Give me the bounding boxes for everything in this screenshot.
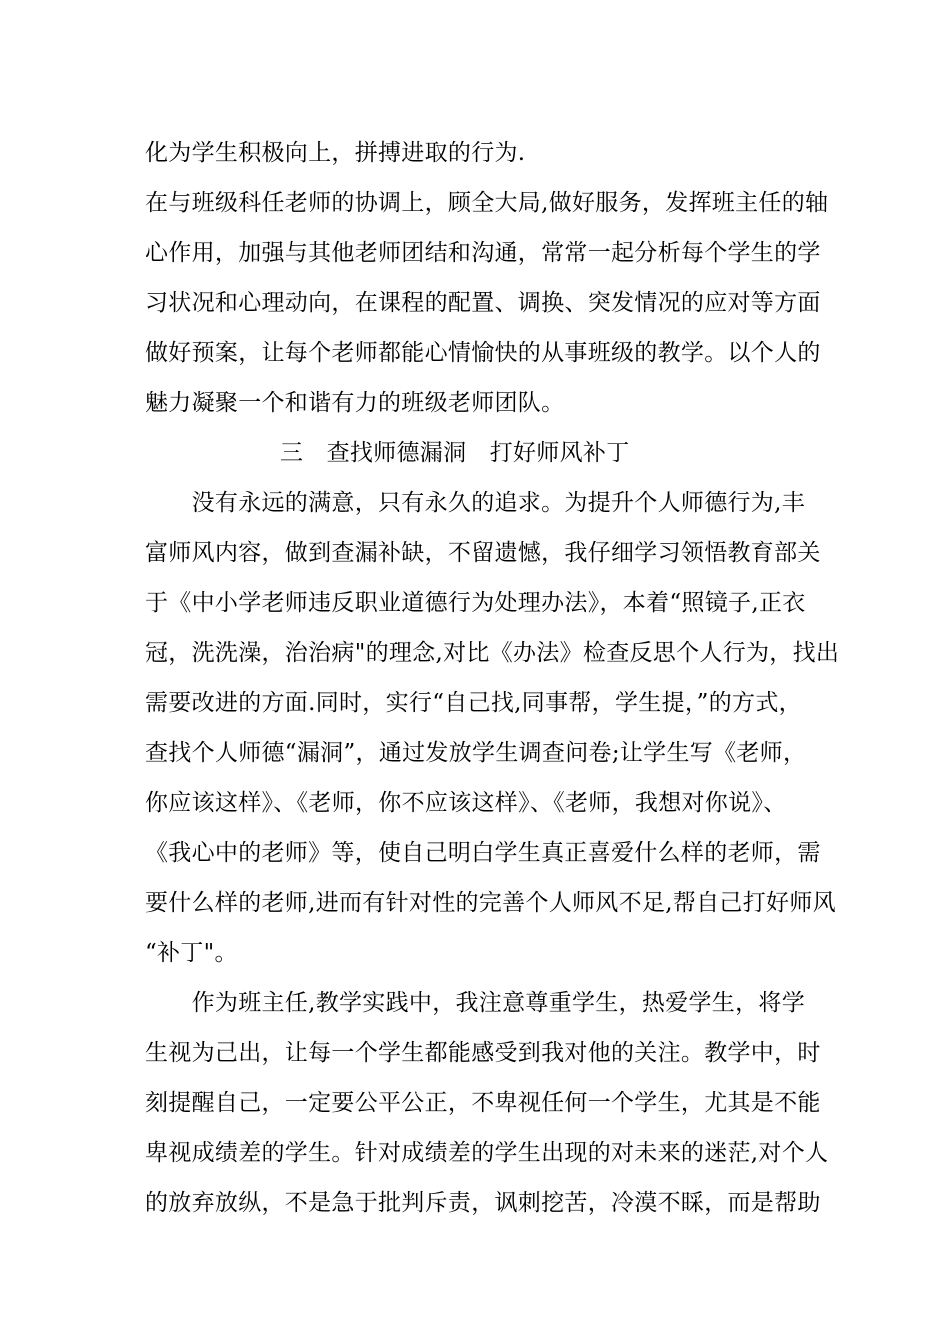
text-line: 富师风内容，做到查漏补缺，不留遗憾，我仔细学习领悟教育部关 (145, 540, 821, 566)
text-line: “补丁"。 (145, 940, 238, 966)
text-line: 在与班级科任老师的协调上，顾全大局,做好服务，发挥班主任的轴 (145, 190, 829, 216)
text-line: 你应该这样》、《老师，你不应该这样》、《老师，我想对你说》、 (145, 790, 787, 816)
text-line: 做好预案，让每个老师都能心情愉快的从事班级的教学。以个人的 (145, 340, 821, 366)
text-line: 冠，洗洗澡，治治病"的理念,对比《办法》检查反思个人行为，找出 (145, 640, 840, 666)
text-line: 《我心中的老师》等，使自己明白学生真正喜爱什么样的老师，需 (145, 840, 821, 866)
text-line: 没有永远的满意，只有永久的追求。为提升个人师德行为,丰 (145, 490, 806, 516)
text-line: 于《中小学老师违反职业道德行为处理办法》，本着“照镜子,正衣 (145, 590, 806, 616)
text-line: 要什么样的老师,进而有针对性的完善个人师风不足,帮自己打好师风 (145, 890, 836, 916)
text-line: 需要改进的方面.同时，实行“自己找,同事帮，学生提，”的方式， (145, 690, 802, 716)
text-line: 的放弃放纵，不是急于批判斥责，讽刺挖苦，冷漠不睬，而是帮助 (145, 1190, 821, 1216)
text-line: 生视为己出，让每一个学生都能感受到我对他的关注。教学中，时 (145, 1040, 821, 1066)
text-line: 作为班主任,教学实践中，我注意尊重学生，热爱学生，将学 (145, 990, 806, 1016)
text-line: 魅力凝聚一个和谐有力的班级老师团队。 (145, 390, 565, 416)
text-line: 化为学生积极向上，拼搏进取的行为. (145, 140, 526, 166)
text-line: 习状况和心理动向，在课程的配置、调换、突发情况的应对等方面 (145, 290, 821, 316)
text-line: 心作用，加强与其他老师团结和沟通，常常一起分析每个学生的学 (145, 240, 821, 266)
text-line: 查找个人师德“漏洞”，通过发放学生调查问卷;让学生写《老师， (145, 740, 807, 766)
text-line: 刻提醒自己，一定要公平公正，不卑视任何一个学生，尤其是不能 (145, 1090, 821, 1116)
text-line: 卑视成绩差的学生。针对成绩差的学生出现的对未来的迷茫,对个人 (145, 1140, 829, 1166)
section-heading: 三 查找师德漏洞 打好师风补丁 (280, 440, 630, 466)
